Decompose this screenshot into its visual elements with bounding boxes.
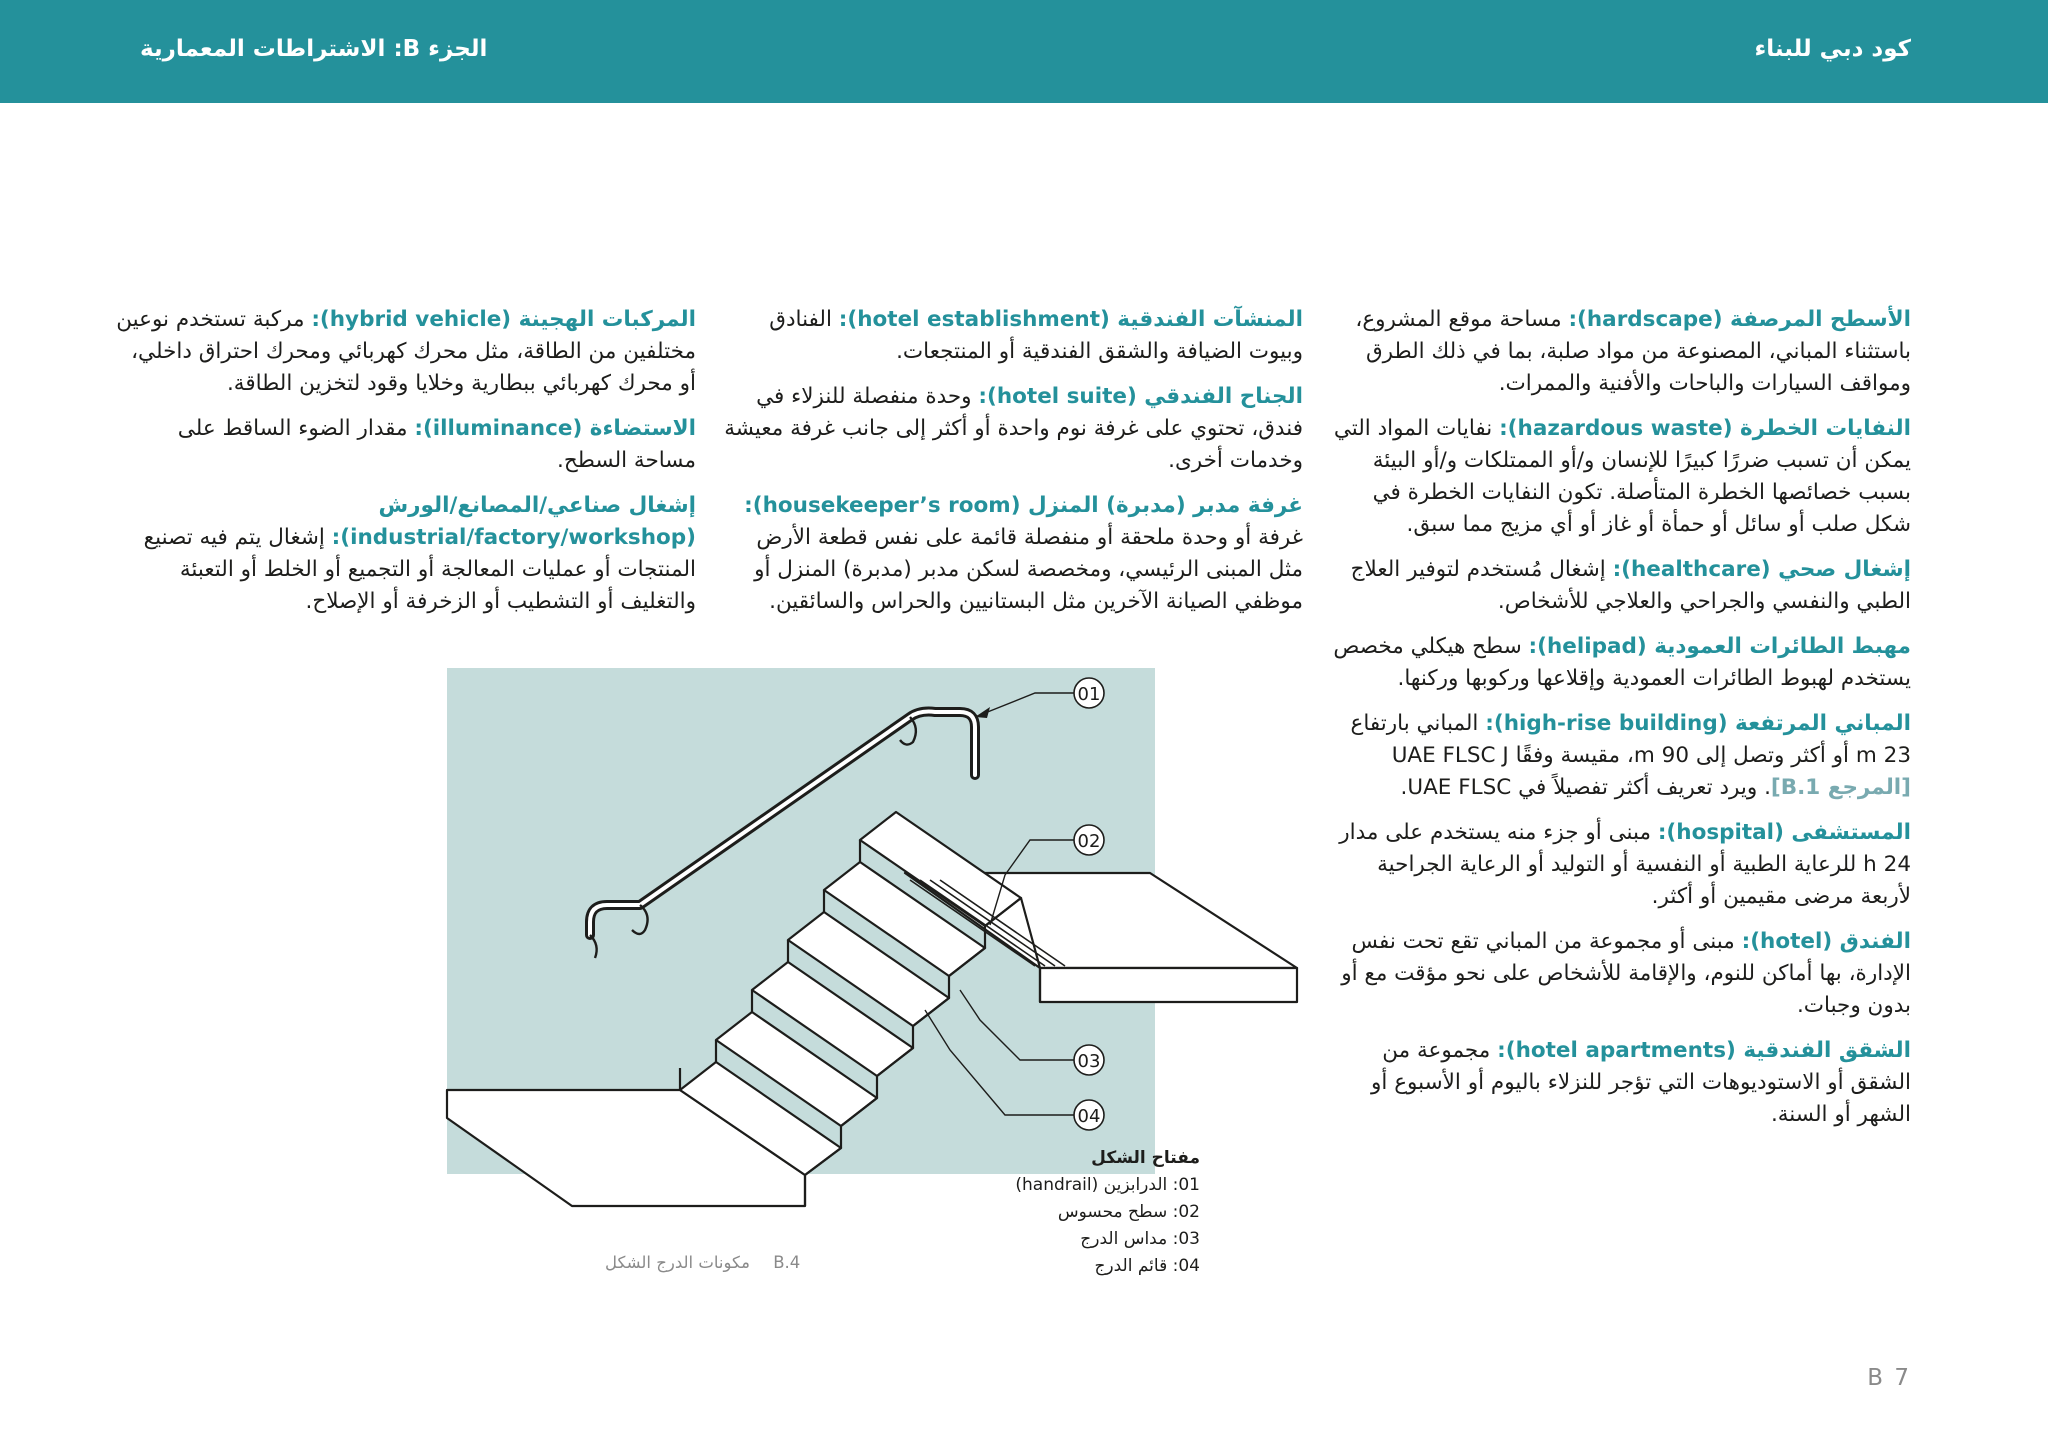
definition-hybrid-vehicle	[116, 304, 696, 400]
caption-number: الشكل B.4	[605, 1253, 801, 1272]
definition-term: غرفة مدبر (مدبرة) المنزل (housekeeper’s room):	[744, 493, 1303, 518]
definition-term: المركبات الهجينة (hybrid vehicle):	[311, 307, 696, 332]
definition-text: مبنى أو جزء منه يستخدم على مدار 24 h للرعاية الطبية أو النفسية أو التوليد أو الرعاية الجراحية لأربعة مرضى مقيمين أو أكثر.	[1339, 820, 1911, 909]
definition-hospital	[1331, 817, 1911, 913]
definition-hotel-establishment	[723, 304, 1303, 368]
legend-item: 04: قائم الدرج	[1094, 1256, 1200, 1276]
svg-text:01: 01	[1077, 684, 1101, 705]
legend-item: 03: مداس الدرج	[1080, 1229, 1200, 1249]
definition-text: مقدار الضوء الساقط على مساحة السطح.	[177, 416, 696, 473]
legend-item: 01: الدرابزين (handrail)	[1015, 1175, 1200, 1195]
reference-link[interactable]: [المرجع B.1]	[1770, 775, 1911, 800]
definition-term: الجناح الفندقي (hotel suite):	[978, 384, 1303, 409]
definition-text: نفايات المواد التي يمكن أن تسبب ضررًا كبيرًا للإنسان و/أو الممتلكات و/أو البيئة بسبب خصائصها الخطرة المتأصلة. تكون النفايات الخطرة في شكل صلب أو سائل أو حمأة أو غاز أو أي مزيج مما سبق.	[1333, 416, 1911, 537]
definition-high-rise-building	[1331, 708, 1911, 804]
callout-01	[1074, 678, 1104, 708]
callout-04	[1074, 1100, 1104, 1130]
caption-title: مكونات الدرج	[656, 1253, 750, 1272]
definition-hardscape	[1331, 304, 1911, 400]
definition-text: إشغال يتم فيه تصنيع المنتجات أو عمليات المعالجة أو التجميع أو الخلط أو التعبئة والتغليف أو التشطيب أو الزخرفة أو الإصلاح.	[143, 525, 696, 614]
legend-title: مفتاح الشكل	[1091, 1148, 1200, 1168]
definition-text: غرفة أو وحدة ملحقة أو منفصلة قائمة على نفس قطعة الأرض مثل المبنى الرئيسي، ومخصصة لسكن مدبر (مدبرة) المنزل أو موظفي الصيانة الآخرين مثل البستانيين والحراس والسائقين.	[754, 525, 1303, 614]
definition-helipad	[1331, 631, 1911, 695]
callout-03	[1074, 1045, 1104, 1075]
definition-hazardous-waste	[1331, 413, 1911, 541]
definition-hotel-apartments	[1331, 1035, 1911, 1131]
definition-term: المباني المرتفعة (high-rise building):	[1485, 711, 1911, 736]
definition-term: إشغال صناعي/المصانع/الورش (industrial/factory/workshop):	[331, 493, 696, 550]
definition-term: النفايات الخطرة (hazardous waste):	[1499, 416, 1911, 441]
section-title: الجزء B: الاشتراطات المعمارية	[140, 36, 488, 62]
page-number: B 7	[1867, 1365, 1911, 1391]
definition-text: مركبة تستخدم نوعين مختلفين من الطاقة، مثل محرك كهربائي ومحرك احتراق داخلي، أو محرك كهربائي ببطارية وخلايا وقود لتخزين الطاقة.	[116, 307, 696, 396]
definition-hotel	[1331, 926, 1911, 1022]
definition-term: المستشفى (hospital):	[1657, 820, 1911, 845]
definition-text: الفنادق وبيوت الضيافة والشقق الفندقية أو المنتجعات.	[769, 307, 1303, 364]
definition-term: الفندق (hotel):	[1741, 929, 1911, 954]
definition-term: الشقق الفندقية (hotel apartments):	[1497, 1038, 1911, 1063]
definition-text: مبنى أو مجموعة من المباني تقع تحت نفس الإدارة، بها أماكن للنوم، والإقامة للأشخاص على نحو مؤقت مع أو بدون وجبات.	[1341, 929, 1911, 1018]
definition-text: مساحة موقع المشروع، باستثناء المباني، المصنوعة من مواد صلبة، بما في ذلك الطرق ومواقف السيارات والباحات والأفنية والممرات.	[1355, 307, 1911, 396]
definition-term: المنشآت الفندقية (hotel establishment):	[838, 307, 1303, 332]
legend-item: 02: سطح محسوس	[1057, 1202, 1200, 1222]
definition-text: سطح هيكلي مخصص يستخدم لهبوط الطائرات العمودية وإقلاعها وركوبها وركنها.	[1333, 634, 1911, 691]
definition-text: مجموعة من الشقق أو الاستوديوهات التي تؤجر للنزلاء باليوم أو الأسبوع أو الشهر أو السنة.	[1371, 1038, 1911, 1127]
svg-text:04: 04	[1077, 1106, 1101, 1127]
figure-caption	[605, 1253, 818, 1272]
definition-term: الأسطح المرصفة (hardscape):	[1568, 307, 1911, 332]
definition-text: المباني بارتفاع 23 m أو أكثر وتصل إلى 90 m، مقيسة وفقًا UAE FLSC J	[1350, 711, 1911, 768]
page-header	[0, 0, 2048, 103]
svg-text:03: 03	[1077, 1051, 1101, 1072]
definition-term: إشغال صحي (healthcare):	[1612, 557, 1911, 582]
definition-hotel-suite	[723, 381, 1303, 477]
callout-02	[1074, 825, 1104, 855]
definition-term: مهبط الطائرات العمودية (helipad):	[1528, 634, 1911, 659]
definitions-column-middle	[723, 304, 1303, 631]
definition-industrial	[116, 490, 696, 618]
definition-housekeepers-room	[723, 490, 1303, 618]
document-title: كود دبي للبناء	[1754, 36, 1911, 62]
definitions-column-left	[116, 304, 696, 631]
definition-illuminance	[116, 413, 696, 477]
definition-text-continued: . ويرد تعريف أكثر تفصيلاً في UAE FLSC.	[1400, 775, 1771, 800]
upper-landing-edge	[1040, 968, 1297, 1002]
definitions-column-right	[1331, 304, 1911, 1144]
definition-text: إشغال مُستخدم لتوفير العلاج الطبي والنفسي والجراحي والعلاجي للأشخاص.	[1350, 557, 1911, 614]
definition-healthcare	[1331, 554, 1911, 618]
svg-text:02: 02	[1077, 831, 1101, 852]
definition-text: وحدة منفصلة للنزلاء في فندق، تحتوي على غرفة نوم واحدة أو أكثر إلى جانب غرفة معيشة وخدمات أخرى.	[724, 384, 1303, 473]
figure-legend	[1015, 1145, 1200, 1280]
definition-term: الاستضاءة (illuminance):	[414, 416, 696, 441]
